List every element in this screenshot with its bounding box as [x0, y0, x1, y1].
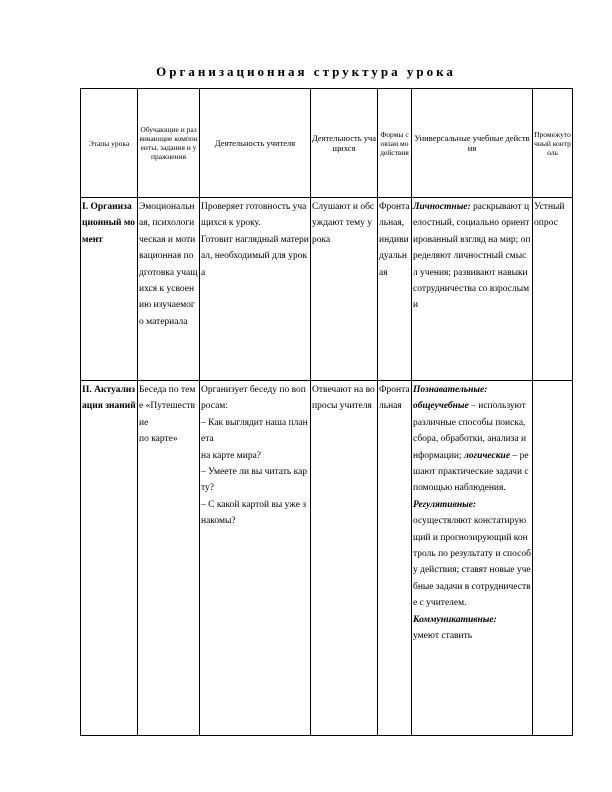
teacher-cell: [200, 381, 311, 736]
components-line: Беседа по теме «Путешествие: [139, 385, 196, 428]
control-cell: Устный опрос: [533, 198, 573, 381]
table-row: [81, 198, 573, 381]
table-header-row: [81, 89, 573, 198]
header-teacher: Деятельность учителя: [200, 89, 311, 198]
components-cell: [138, 381, 200, 736]
ud-personal-label: Личностные:: [413, 202, 471, 212]
lesson-structure-table: [80, 88, 573, 736]
ud-personal-text: раскрывают целостный, социально ориентированный взгляд на мир; определяют личностный смысл учения; развивают навыки сотрудничества со взрослыми: [413, 202, 531, 311]
page-title: Организационная структура урока: [156, 64, 456, 79]
ud-cell: [412, 198, 533, 381]
control-cell: [533, 381, 573, 736]
ud-logical-label: логические: [464, 450, 511, 461]
students-cell: Отвечают на вопросы учителя: [311, 381, 378, 736]
teacher-line: Проверяет готовность учащихся к уроку.: [201, 202, 307, 229]
students-cell: Слушают и обсуждают тему урока: [311, 198, 378, 381]
forms-cell: Фронтальная, индивидуальная: [378, 198, 412, 381]
header-ud: Универсальные учебные действия: [412, 89, 533, 198]
header-components: Обучающие и развивающие компоненты, задания и упражнения: [138, 89, 200, 198]
ud-communicative-text: умеют ставить: [413, 631, 473, 642]
table-row: [81, 381, 573, 736]
teacher-line: – Как выглядит наша планета: [201, 417, 308, 445]
header-students: Деятельность учащихся: [311, 89, 378, 198]
teacher-cell: [200, 198, 311, 381]
components-cell: Эмоциональная, психологическая и мотивационная подготовка учащихся к усвоению изучаемого материала: [138, 198, 200, 381]
ud-general-label: общеучебные: [413, 401, 469, 412]
stage-cell: II. Актуализация знаний: [81, 381, 138, 736]
components-line: по карте»: [139, 434, 178, 445]
ud-regulatory-text: осуществляют констатирующий и прогнозирующий контроль по результату и способу действия; ставят новые учебные задачи в сотрудничестве с учителем.: [413, 516, 531, 609]
teacher-line: – С какой картой вы уже знакомы?: [201, 499, 307, 527]
header-control: Промежуточный контроль: [533, 89, 573, 198]
ud-communicative-label: Коммуникативные:: [413, 614, 497, 625]
ud-general-text: – используют различные способы поиска, сбора, обработки, анализа информации;: [413, 401, 527, 461]
header-forms: Формы совзаи модействия: [378, 89, 412, 198]
header-stage: Этапы урока: [81, 89, 138, 198]
stage-cell: I. Организационный момент: [81, 198, 138, 381]
ud-regulatory-label: Регулятивные:: [413, 499, 477, 510]
ud-cognitive-label: Познавательные:: [413, 385, 488, 395]
forms-cell: Фронтальная: [378, 381, 412, 736]
ud-logical-text: – решают практические задачи с помощью наблюдения.: [413, 450, 529, 494]
teacher-line: Организует беседу по вопросам:: [201, 385, 306, 412]
teacher-line: Готовит наглядный материал, необходимый для урока: [201, 234, 309, 278]
teacher-line: на карте мира?: [201, 450, 262, 461]
teacher-line: – Умеете ли вы читать карту?: [201, 467, 308, 494]
ud-cell: [412, 381, 533, 736]
